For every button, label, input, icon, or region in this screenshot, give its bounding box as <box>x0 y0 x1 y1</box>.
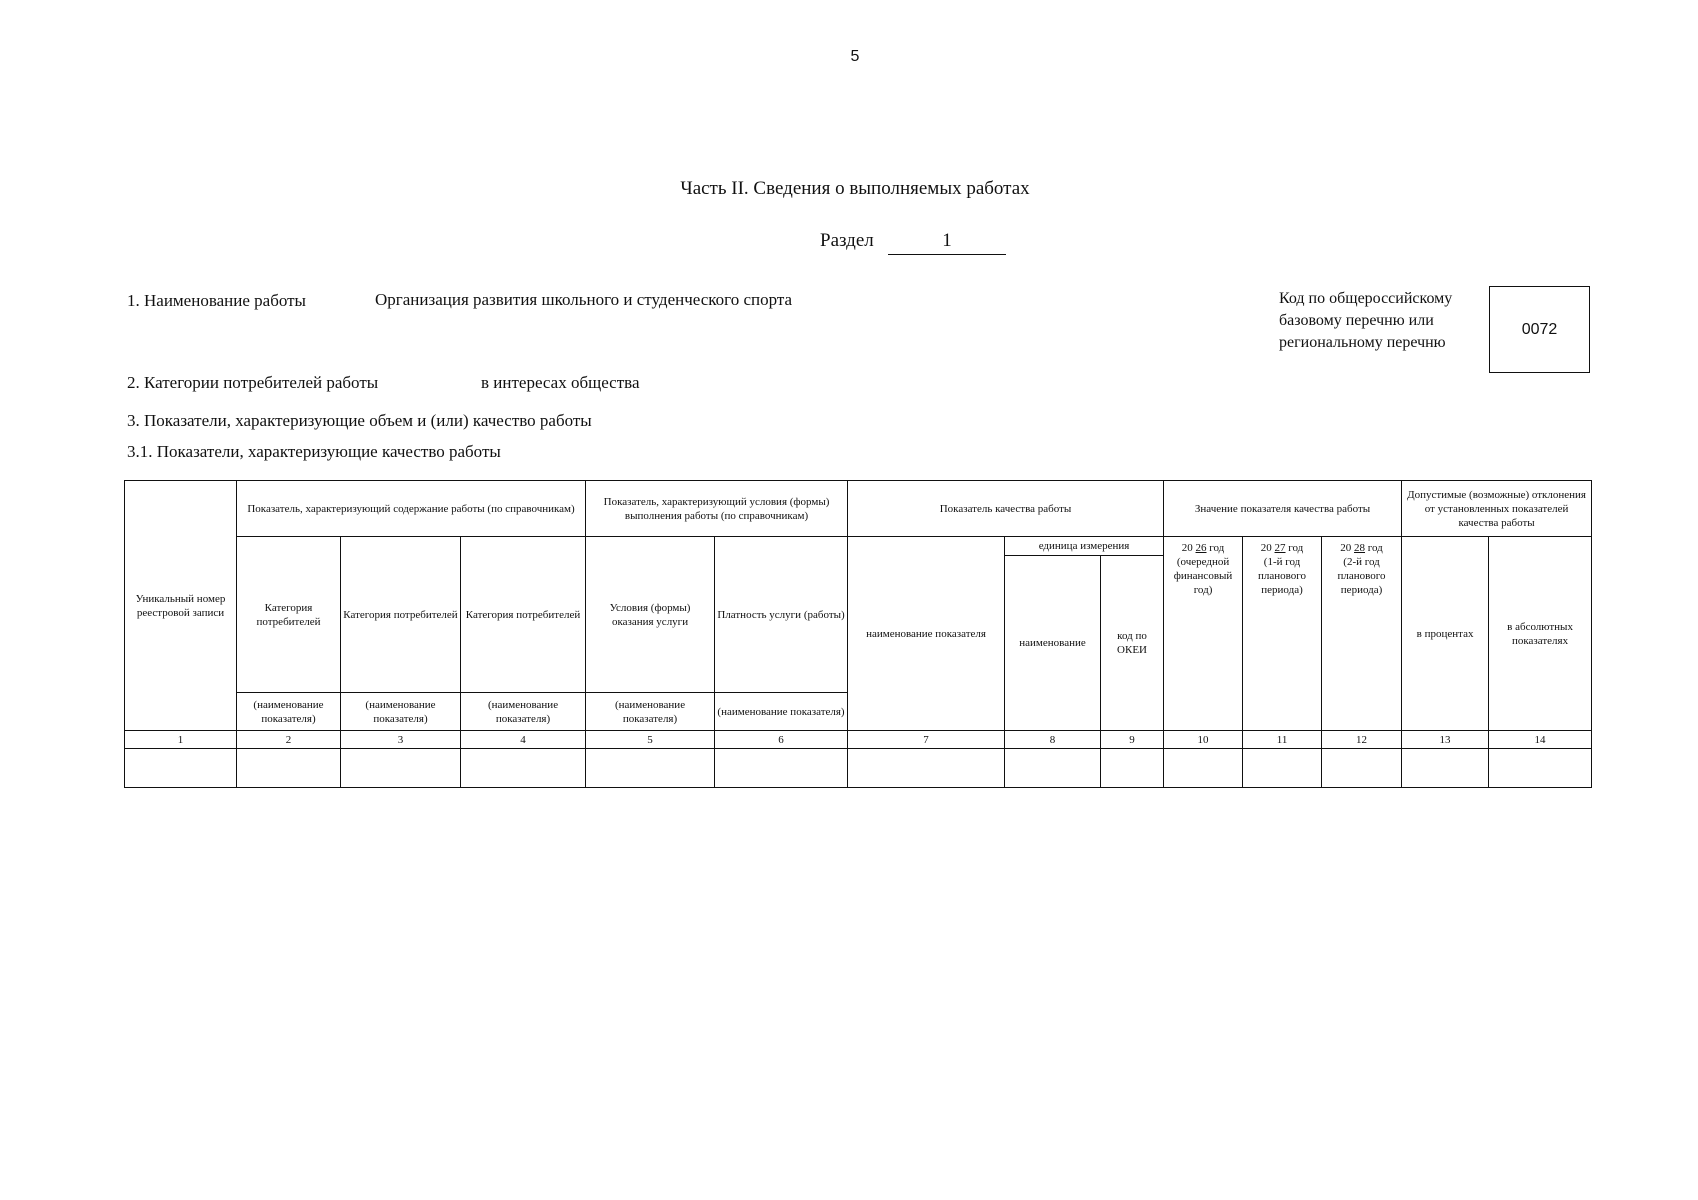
empty-cell <box>1322 749 1402 788</box>
col-category-2: Категория потребителей <box>341 537 461 693</box>
group-quality: Показатель качества работы <box>848 481 1164 537</box>
col-num: 8 <box>1005 731 1101 749</box>
hint-conditions: (наименование показателя) <box>586 693 715 731</box>
col-year-2: 20 27 год (1-й год планового периода) <box>1243 537 1322 731</box>
empty-cell <box>341 749 461 788</box>
col-percent: в процентах <box>1402 537 1489 731</box>
part-title: Часть II. Сведения о выполняемых работах <box>680 178 1030 199</box>
empty-cell <box>1489 749 1592 788</box>
col-num: 11 <box>1243 731 1322 749</box>
empty-cell <box>848 749 1005 788</box>
heading-3-1: 3.1. Показатели, характеризующие качество работы <box>127 442 501 461</box>
col-unique-number: Уникальный номер реестровой записи <box>125 481 237 731</box>
code-label: Код по общероссийскому базовому перечню или региональному перечню <box>1279 290 1453 351</box>
section-label: Раздел <box>820 230 874 251</box>
empty-cell <box>125 749 237 788</box>
col-num: 5 <box>586 731 715 749</box>
hint-category-1: (наименование показателя) <box>237 693 341 731</box>
consumers-value: в интересах общества <box>481 373 640 392</box>
col-payment: Платность услуги (работы) <box>715 537 848 693</box>
work-name-value: Организация развития школьного и студенческого спорта <box>375 290 793 309</box>
col-unit: единица измерения <box>1005 537 1164 556</box>
col-num: 9 <box>1101 731 1164 749</box>
column-number-row <box>125 731 1592 749</box>
hint-category-3: (наименование показателя) <box>461 693 586 731</box>
col-num: 13 <box>1402 731 1489 749</box>
col-num: 6 <box>715 731 848 749</box>
col-unit-code: код по ОКЕИ <box>1101 556 1164 731</box>
col-category-1: Категория потребителей <box>237 537 341 693</box>
col-num: 1 <box>125 731 237 749</box>
hint-payment: (наименование показателя) <box>715 693 848 731</box>
code-box: 0072 <box>1489 286 1590 373</box>
empty-cell <box>1101 749 1164 788</box>
col-num: 4 <box>461 731 586 749</box>
group-conditions: Показатель, характеризующий условия (формы) выполнения работы (по справочникам) <box>586 481 848 537</box>
empty-cell <box>237 749 341 788</box>
col-num: 12 <box>1322 731 1402 749</box>
hint-category-2: (наименование показателя) <box>341 693 461 731</box>
col-category-3: Категория потребителей <box>461 537 586 693</box>
work-name-label: 1. Наименование работы <box>127 291 306 310</box>
consumers-label: 2. Категории потребителей работы <box>127 373 379 392</box>
empty-cell <box>461 749 586 788</box>
quality-table <box>124 480 1592 788</box>
col-year-3: 20 28 год (2-й год планового периода) <box>1322 537 1402 731</box>
group-content: Показатель, характеризующий содержание работы (по справочникам) <box>237 481 586 537</box>
col-absolute: в абсолютных показателях <box>1489 537 1592 731</box>
col-num: 10 <box>1164 731 1243 749</box>
empty-cell <box>1243 749 1322 788</box>
group-deviation: Допустимые (возможные) отклонения от установленных показателей качества работы <box>1402 481 1592 537</box>
empty-data-row <box>125 749 1592 788</box>
empty-cell <box>586 749 715 788</box>
empty-cell <box>1164 749 1243 788</box>
col-unit-name: наименование <box>1005 556 1101 731</box>
heading-3: 3. Показатели, характеризующие объем и (или) качество работы <box>127 411 592 430</box>
empty-cell <box>715 749 848 788</box>
page-number: 5 <box>850 48 860 65</box>
col-num: 2 <box>237 731 341 749</box>
col-num: 14 <box>1489 731 1592 749</box>
col-year-1: 20 26 год (очередной финансовый год) <box>1164 537 1243 731</box>
col-quality-name: наименование показателя <box>848 537 1005 731</box>
group-value: Значение показателя качества работы <box>1164 481 1402 537</box>
col-conditions: Условия (формы) оказания услуги <box>586 537 715 693</box>
col-num: 3 <box>341 731 461 749</box>
empty-cell <box>1402 749 1489 788</box>
empty-cell <box>1005 749 1101 788</box>
col-num: 7 <box>848 731 1005 749</box>
section-number: 1 <box>888 230 1006 255</box>
